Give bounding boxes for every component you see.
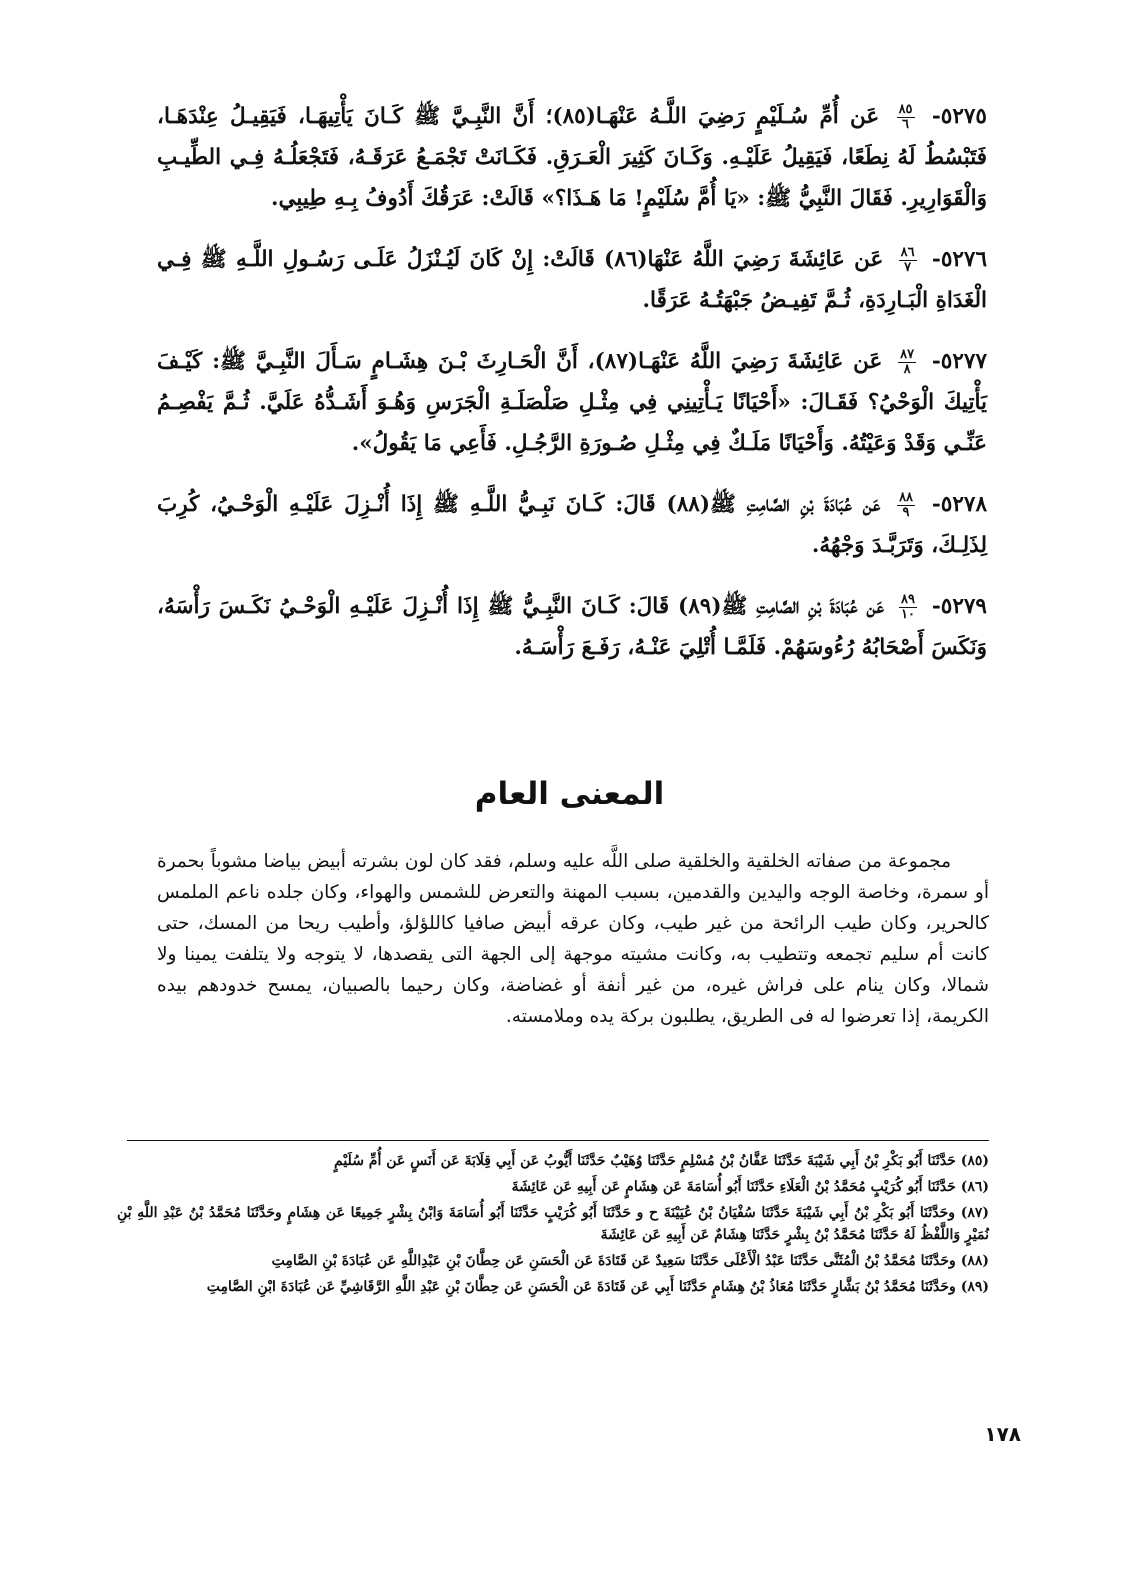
hadith-list bbox=[157, 96, 987, 688]
hadith-text: عَن عُبَادَةَ بْنِ الصَّامِتِ ﷺ(٨٩) قَالَ: كَـانَ النَّبِـيُّ ﷺ إِذَا أُنْـزِلَ عَلَيْـهِ الْوَحْـيُ نَكَـسَ رَأْسَهُ، وَنَكَسَ أَصْحَابُهُ رُءُوسَهُمْ. فَلَمَّـا أُتْلِيَ عَنْـهُ، رَفَـعَ رَأْسَـهُ. bbox=[157, 594, 987, 660]
footnote: (٨٩) وحَدَّثَنَا مُحَمَّدُ بْنُ بَشَّارٍ حَدَّثَنَا مُعَاذُ بْنُ هِشَامٍ حَدَّثَنَا أَبِي عَن قَتَادَةَ عَن الْحَسَنِ عَن حِطَّانَ بْنِ عَبْدِ اللَّهِ الرَّقَاشِيِّ عَن عُبَادَةَ ابْنِ الصَّامِتِ bbox=[206, 1279, 989, 1295]
hadith-reference bbox=[897, 491, 915, 520]
footnote-divider bbox=[127, 1140, 989, 1141]
hadith-number: ٥٢٧٩- bbox=[931, 594, 987, 619]
hadith-paragraph bbox=[157, 586, 987, 668]
reference-bottom: ٧ bbox=[904, 259, 912, 275]
footnote: (٨٨) وحَدَّثَنَا مُحَمَّدُ بْنُ الْمُثَنَّى حَدَّثَنَا عَبْدُ الْأَعْلَى حَدَّثَنَا سَعِيدٌ عَن قَتَادَةَ عَن الْحَسَنِ عَن حِطَّانَ بْنِ عَبْدِاللَّهِ عَن عُبَادَةَ بْنِ الصَّامِتِ bbox=[271, 1253, 989, 1269]
footnote: (٨٦) حَدَّثَنَا أَبُو كُرَيْبٍ مُحَمَّدُ بْنُ الْعَلَاءِ حَدَّثَنَا أَبُو أُسَامَةَ عَن هِشَامٍ عَن أَبِيهِ عَن عَائِشَةَ bbox=[511, 1179, 989, 1195]
hadith-paragraph bbox=[157, 484, 987, 566]
hadith-paragraph bbox=[157, 341, 987, 464]
page-number: ١٧٨ bbox=[984, 1422, 1021, 1446]
reference-top: ٨٨ bbox=[899, 489, 914, 505]
reference-bottom: ٦ bbox=[902, 116, 910, 132]
reference-bottom: ٨ bbox=[903, 361, 911, 377]
hadith-reference bbox=[897, 103, 915, 132]
hadith-text: عَن أُمِّ سُـلَيْمٍ رَضِيَ اللَّـهُ عَنْهَـا(٨٥)؛ أَنَّ النَّبِـيَّ ﷺ كَـانَ يَأْتِيهَـا، فَيَقِيـلُ عِنْدَهَـا، فَتَبْسُطُ لَهُ نِطَعًا، فَيَقِيلُ عَلَيْـهِ. وَكَـانَ كَثِيرَ الْعَـرَقِ. فَكَـانَتْ تَجْمَـعُ عَرَقَـهُ، فَتَجْعَلُـهُ فِـي الطِّيـبِ وَالْقَوَارِيرِ. فَقَالَ النَّبِيُّ ﷺ: «يَا أُمَّ سُلَيْمٍ! مَا هَـذَا؟» قَالَتْ: عَرَقُكَ أَدُوفُ بِـهِ طِيبِي. bbox=[157, 104, 987, 211]
hadith-reference bbox=[899, 246, 917, 275]
reference-top: ٨٩ bbox=[900, 591, 915, 607]
hadith-paragraph bbox=[157, 96, 987, 219]
reference-top: ٨٦ bbox=[900, 244, 915, 260]
reference-top: ٨٥ bbox=[898, 101, 913, 117]
hadith-number: ٥٢٧٧- bbox=[931, 349, 987, 374]
reference-bottom: ١٠ bbox=[900, 606, 915, 622]
hadith-number: ٥٢٧٨- bbox=[931, 492, 987, 517]
hadith-reference bbox=[898, 348, 916, 377]
footnotes bbox=[117, 1150, 989, 1302]
hadith-paragraph bbox=[157, 239, 987, 321]
reference-top: ٨٧ bbox=[900, 346, 915, 362]
hadith-number: ٥٢٧٦- bbox=[931, 247, 988, 272]
footnote: (٨٥) حَدَّثَنَا أَبُو بَكْرِ بْنُ أَبِي شَيْبَةَ حَدَّثَنَا عَفَّانُ بْنُ مُسْلِمٍ حَدَّثَنَا وُهَيْبٌ حَدَّثَنَا أَيُّوبُ عَن أَبِي قِلَابَةَ عَن أَنَسٍ عَن أُمِّ سُلَيْمٍ bbox=[334, 1153, 989, 1169]
reference-bottom: ٩ bbox=[902, 504, 910, 520]
hadith-text: عَن عَائِشَةَ رَضِيَ اللَّهُ عَنْهَا(٨٦) قَالَتْ: إِنْ كَانَ لَيُـنْزَلُ عَلَـى رَسُـولِ اللَّـهِ ﷺ فِـي الْغَدَاةِ الْبَـارِدَةِ، ثُـمَّ تَفِيـضُ جَبْهَتُـهُ عَرَقًا. bbox=[157, 247, 987, 313]
footnote: (٨٧) وحَدَّثَنَا أَبُو بَكْرِ بْنُ أَبِي شَيْبَةَ حَدَّثَنَا سُفْيَانُ بْنُ عُيَيْنَةَ ح و حَدَّثَنَا أَبُو كُرَيْبٍ حَدَّثَنَا أَبُو أُسَامَةَ وَابْنُ بِشْرٍ جَمِيعًا عَن هِشَامٍ وحَدَّثَنَا مُحَمَّدُ بْنُ عَبْدِ اللَّهِ بْنِ نُمَيْرٍ وَاللَّفْظُ لَهُ حَدَّثَنَا مُحَمَّدُ بْنُ بِشْرٍ حَدَّثَنَا هِشَامٌ عَن أَبِيهِ عَن عَائِشَةَ bbox=[117, 1205, 989, 1243]
hadith-text: عَن عُبَادَةَ بْنِ الصَّامِتِ ﷺ(٨٨) قَالَ: كَـانَ نَبِـيُّ اللَّـهِ ﷺ إِذَا أُنْـزِلَ عَلَيْـهِ الْوَحْـيُ، كُرِبَ لِذَلِـكَ، وَتَرَبَّـدَ وَجْهُهُ. bbox=[157, 492, 987, 558]
hadith-reference bbox=[899, 593, 917, 622]
hadith-number: ٥٢٧٥- bbox=[931, 104, 987, 129]
general-meaning-paragraph: مجموعة من صفاته الخلقية والخلقية صلى اللَّه عليه وسلم، فقد كان لون بشرته أبيض بياضا مشوباً بحمرة أو سمرة، وخاصة الوجه واليدين والقدمين، بسبب المهنة والتعرض للشمس والهواء، وكان جلده ناعم الملمس كالحرير، وكان طيب الرائحة من غير طيب، وكان عرقه أبيض صافيا كاللؤلؤ، وأطيب ريحا من المسك، حتى كانت أم سليم تجمعه وتتطيب به، وكانت مشيته موجهة إلى الجهة التى يقصدها، لا يتوجه ولا يتلفت يمينا ولا شمالا، وكان ينام على فراش غيره، من غير أنفة أو غضاضة، وكان رحيما بالصبيان، يمسح خدودهم بيده الكريمة، إذا تعرضوا له فى الطريق، يطلبون بركة يده وملامسته. bbox=[157, 851, 989, 1027]
hadith-text: عَن عَائِشَةَ رَضِيَ اللَّهُ عَنْهَـا(٨٧)، أَنَّ الْحَـارِثَ بْـنَ هِشَـامٍ سَـأَلَ النَّبِـيَّ ﷺ: كَيْـفَ يَأْتِيكَ الْوَحْيُ؟ فَقَـالَ: «أَحْيَانًا يَـأْتِينِي فِي مِثْـلِ صَلْصَلَـةِ الْجَرَسِ وَهُـوَ أَشَـدُّهُ عَلَيَّ. ثُـمَّ يَفْصِـمُ عَنِّـي وَقَدْ وَعَيْتُهُ. وَأَحْيَانًا مَلَـكٌ فِي مِثْـلِ صُـورَةِ الرَّجُـلِ. فَأَعِي مَا يَقُولُ». bbox=[157, 349, 987, 456]
section-title: المعنى العام bbox=[474, 776, 665, 812]
